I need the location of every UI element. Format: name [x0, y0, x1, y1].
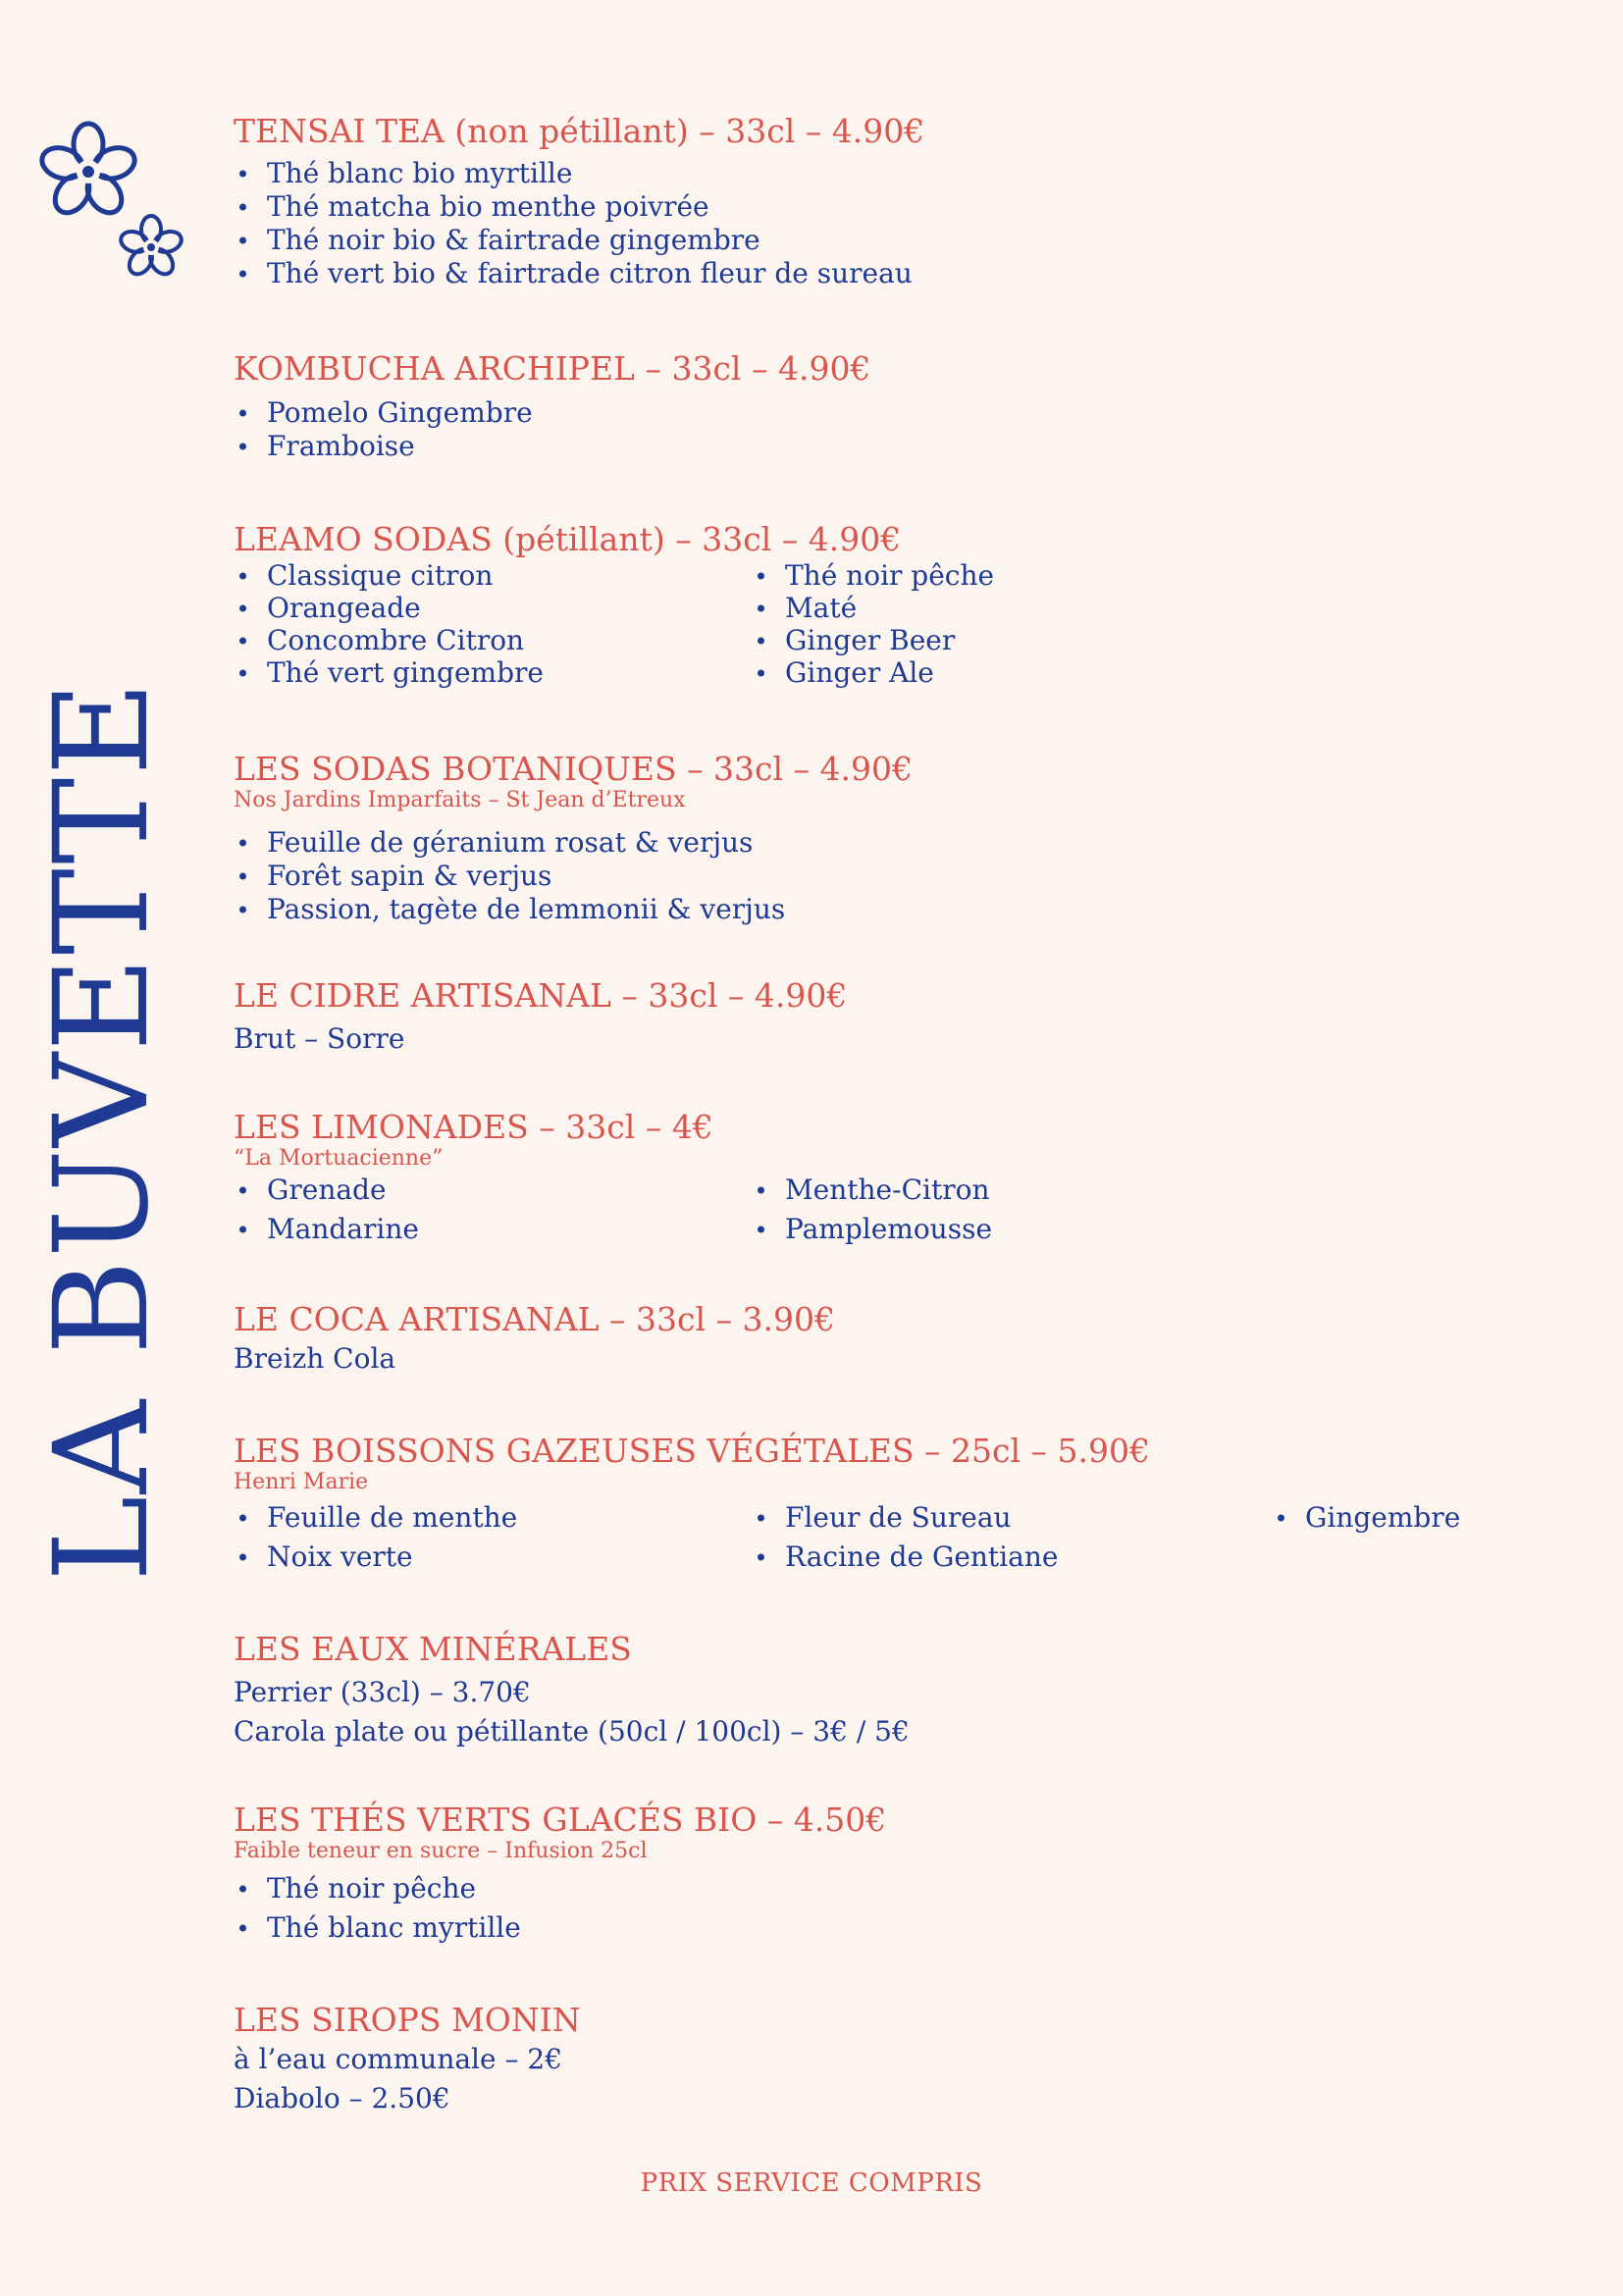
- menu-line: Brut – Sorre: [234, 1022, 405, 1055]
- flower-icon: [116, 212, 186, 283]
- section-sodas-botaniques: [234, 750, 1548, 926]
- section-title: KOMBUCHA ARCHIPEL – 33cl – 4.90€: [234, 349, 871, 388]
- list-item: Concombre Citron: [234, 624, 752, 656]
- section-leamo-sodas: [234, 520, 1548, 689]
- list-item: Passion, tagète de lemmonii & verjus: [234, 893, 1548, 926]
- item-list: [234, 157, 1548, 290]
- section-title: LES SODAS BOTANIQUES – 33cl – 4.90€: [234, 750, 914, 788]
- list-item: Framboise: [234, 430, 1548, 463]
- menu-line: Carola plate ou pétillante (50cl / 100cl) – 3€ / 5€: [234, 1715, 910, 1748]
- section-title: LES EAUX MINÉRALES: [234, 1630, 632, 1668]
- list-item: Ginger Beer: [752, 624, 1270, 656]
- menu-line: Perrier (33cl) – 3.70€: [234, 1676, 531, 1708]
- section-cidre: [234, 976, 1548, 1059]
- list-item: Fleur de Sureau: [752, 1498, 1272, 1538]
- list-item: Noix verte: [234, 1538, 752, 1577]
- list-item: Maté: [752, 592, 1270, 624]
- section-eaux-minerales: [234, 1630, 1548, 1751]
- section-title: LES THÉS VERTS GLACÉS BIO – 4.50€: [234, 1800, 887, 1839]
- list-item: Menthe-Citron: [752, 1171, 1270, 1210]
- footer-note: PRIX SERVICE COMPRIS: [640, 2168, 983, 2198]
- page-title: LA BUVETTE: [26, 679, 178, 1582]
- list-item: Feuille de géranium rosat & verjus: [234, 826, 1548, 860]
- list-item: Thé matcha bio menthe poivrée: [234, 190, 1548, 224]
- section-boissons-gazeuses: [234, 1432, 1548, 1577]
- item-list: [234, 1171, 1548, 1249]
- list-item: Thé blanc bio myrtille: [234, 157, 1548, 190]
- list-item: Mandarine: [234, 1210, 752, 1249]
- section-thes-glaces: [234, 1800, 1548, 1948]
- list-item: Racine de Gentiane: [752, 1538, 1272, 1577]
- menu-line: à l’eau communale – 2€: [234, 2043, 563, 2075]
- item-list: [234, 559, 1548, 689]
- section-title: LES BOISSONS GAZEUSES VÉGÉTALES – 25cl – 5.90€: [234, 1432, 1151, 1470]
- section-title: LEAMO SODAS (pétillant) – 33cl – 4.90€: [234, 520, 902, 558]
- list-item: Thé vert gingembre: [234, 656, 752, 689]
- menu-line: Breizh Cola: [234, 1342, 396, 1375]
- section-title: TENSAI TEA (non pétillant) – 33cl – 4.90€: [234, 112, 925, 150]
- section-kombucha: [234, 349, 1548, 463]
- section-sirops: [234, 2001, 1548, 2118]
- item-list: [234, 1869, 1548, 1948]
- list-item: Thé noir bio & fairtrade gingembre: [234, 224, 1548, 257]
- section-subtitle: Faible teneur en sucre – Infusion 25cl: [234, 1839, 648, 1863]
- section-tensai-tea: [234, 112, 1548, 290]
- list-item: Thé blanc myrtille: [234, 1908, 1548, 1948]
- list-item: Grenade: [234, 1171, 752, 1210]
- item-list: [234, 826, 1548, 926]
- section-limonades: [234, 1108, 1548, 1249]
- section-subtitle: Nos Jardins Imparfaits – St Jean d’Etreux: [234, 788, 686, 812]
- section-subtitle: “La Mortuacienne”: [234, 1146, 444, 1171]
- list-item: Pomelo Gingembre: [234, 396, 1548, 430]
- section-coca: [234, 1300, 1548, 1379]
- list-item: Classique citron: [234, 559, 752, 592]
- list-item: Thé vert bio & fairtrade citron fleur de sureau: [234, 257, 1548, 290]
- list-item: Thé noir pêche: [234, 1869, 1548, 1908]
- flower-icon: [39, 118, 137, 226]
- list-item: Thé noir pêche: [752, 559, 1270, 592]
- list-item: Forêt sapin & verjus: [234, 860, 1548, 893]
- list-item: Ginger Ale: [752, 656, 1270, 689]
- section-title: LE COCA ARTISANAL – 33cl – 3.90€: [234, 1300, 836, 1338]
- list-item: Orangeade: [234, 592, 752, 624]
- list-item: Feuille de menthe: [234, 1498, 752, 1538]
- list-item: Gingembre: [1272, 1498, 1546, 1538]
- item-list: [234, 1498, 1548, 1577]
- section-title: LES LIMONADES – 33cl – 4€: [234, 1108, 713, 1146]
- item-list: [234, 396, 1548, 463]
- list-item: Pamplemousse: [752, 1210, 1270, 1249]
- section-title: LE CIDRE ARTISANAL – 33cl – 4.90€: [234, 976, 848, 1015]
- flower-decoration: [39, 118, 196, 294]
- section-title: LES SIROPS MONIN: [234, 2001, 581, 2039]
- menu-line: Diabolo – 2.50€: [234, 2082, 450, 2114]
- section-subtitle: Henri Marie: [234, 1470, 369, 1494]
